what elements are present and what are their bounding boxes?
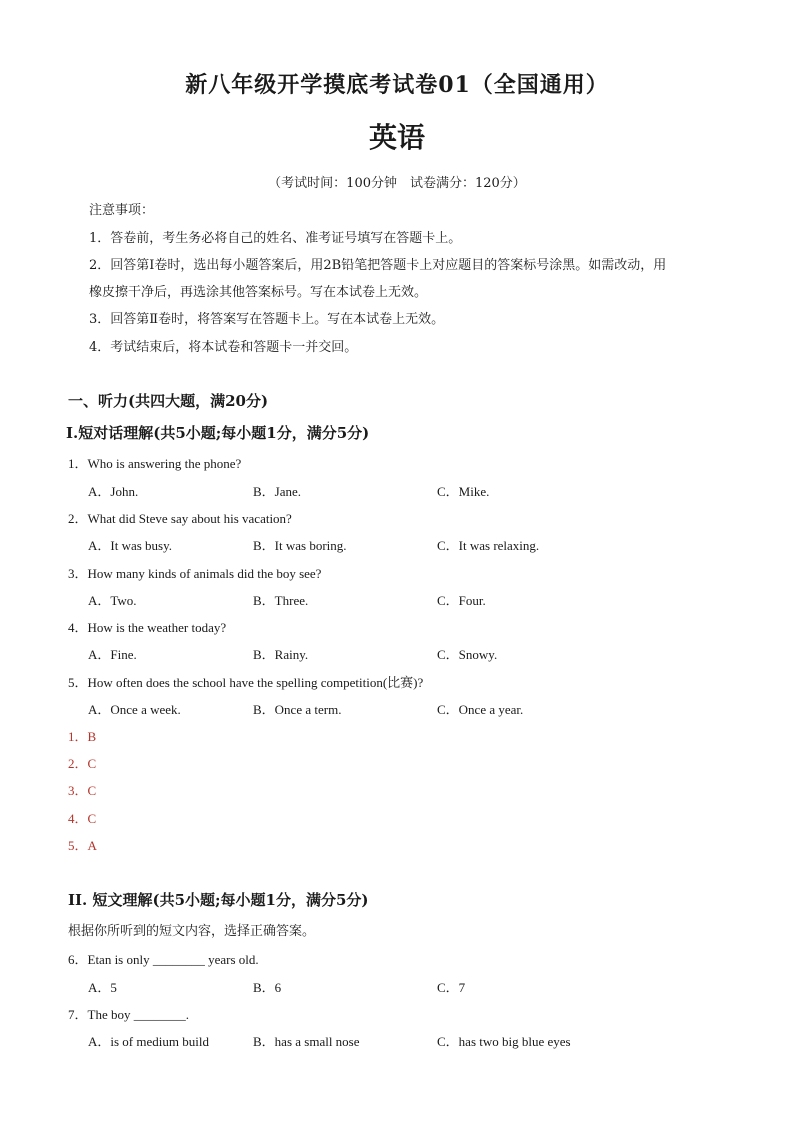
option-c: C．has two big blue eyes (437, 1034, 571, 1049)
answer-key: 2．C (68, 756, 97, 771)
option-a: A．is of medium build (88, 1034, 209, 1049)
note-item: 4．考试结束后，将本试卷和答题卡一并交回。 (89, 340, 358, 355)
option-c: C．Snowy. (437, 647, 498, 662)
option-b: B．Three. (253, 593, 309, 608)
subject-title: 英语 (368, 121, 425, 154)
question-text: 1．Who is answering the phone? (68, 456, 242, 471)
part-title: Ⅰ.短对话理解(共5小题;每小题1分，满分5分) (66, 424, 370, 442)
answer-key: 1．B (68, 729, 97, 744)
option-b: B．has a small nose (253, 1034, 360, 1049)
option-b: B．Once a term. (253, 702, 342, 717)
question-text: 2．What did Steve say about his vacation? (68, 511, 292, 526)
note-item: 1．答卷前，考生务必将自己的姓名、准考证号填写在答题卡上。 (89, 231, 462, 246)
question-text: 5．How often does the school have the spelling competition(比赛)? (68, 675, 424, 690)
option-a: A．Fine. (88, 647, 137, 662)
option-a: A．5 (88, 980, 117, 995)
option-b: B．Jane. (253, 484, 302, 499)
option-c: C．Once a year. (437, 702, 524, 717)
option-c: C．7 (437, 980, 466, 995)
answer-key: 4．C (68, 811, 97, 826)
answer-key: 5．A (68, 838, 97, 853)
question-text: 6．Etan is only ________ years old. (68, 952, 259, 967)
exam-title: 新八年级开学摸底考试卷01（全国通用） (185, 72, 609, 98)
question-text: 7．The boy ________. (68, 1007, 189, 1022)
option-c: C．Mike. (437, 484, 490, 499)
part-title: II. 短文理解(共5小题;每小题1分，满分5分) (68, 891, 369, 909)
note-item-continued: 橡皮擦干净后，再选涂其他答案标号。写在本试卷上无效。 (89, 285, 428, 300)
option-b: B．It was boring. (253, 538, 347, 553)
note-item: 2．回答第Ⅰ卷时，选出每小题答案后，用2B铅笔把答题卡上对应题目的答案标号涂黑。如需改动，用 (89, 258, 667, 273)
option-a: A．Once a week. (88, 702, 181, 717)
option-c: C．Four. (437, 593, 486, 608)
option-b: B．6 (253, 980, 282, 995)
question-text: 4．How is the weather today? (68, 620, 227, 635)
option-b: B．Rainy. (253, 647, 309, 662)
question-text: 3．How many kinds of animals did the boy see? (68, 566, 322, 581)
notes-heading: 注意事项： (89, 203, 155, 218)
option-a: A．John. (88, 484, 139, 499)
section-title: 一、听力(共四大题，满20分) (68, 392, 269, 410)
part-instruction: 根据你所听到的短文内容，选择正确答案。 (68, 924, 316, 939)
note-item: 3．回答第Ⅱ卷时，将答案写在答题卡上。写在本试卷上无效。 (89, 312, 445, 327)
option-a: A．Two. (88, 593, 137, 608)
option-c: C．It was relaxing. (437, 538, 540, 553)
exam-meta: （考试时间：100分钟 试卷满分：120分） (268, 176, 526, 191)
option-a: A．It was busy. (88, 538, 173, 553)
answer-key: 3．C (68, 783, 97, 798)
